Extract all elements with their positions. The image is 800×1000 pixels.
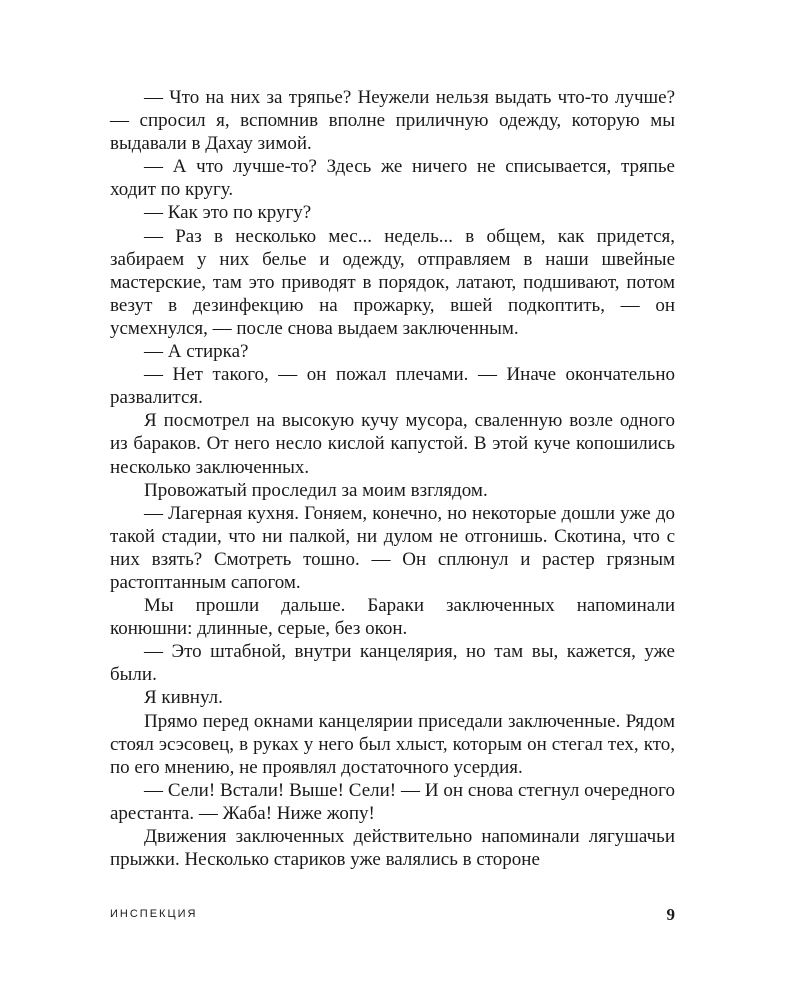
paragraph: — А стирка?: [144, 341, 249, 363]
paragraph: Движения заключенных действительно напоминали лягушачьи прыжки. Несколько стариков уже валялись в стороне: [110, 826, 675, 871]
paragraph: Я кивнул.: [144, 687, 223, 709]
running-footer-title: ИНСПЕКЦИЯ: [110, 908, 198, 920]
paragraph: Провожатый проследил за моим взглядом.: [144, 479, 488, 501]
paragraph: Я посмотрел на высокую кучу мусора, сваленную возле одного из бараков. От него несло кислой капустой. В этой куче копошились несколько заключенных.: [110, 410, 675, 478]
paragraph: — Что на них за тряпье? Неужели нельзя выдать что-то лучше? — спросил я, вспомнив вполне приличную одежду, которую мы выдавали в Дахау зимой.: [110, 87, 675, 155]
paragraph: — А что лучше-то? Здесь же ничего не списывается, тряпье ходит по кругу.: [110, 156, 675, 201]
paragraph: Мы прошли дальше. Бараки заключенных напоминали конюшни: длинные, серые, без окон.: [110, 595, 675, 640]
text-body: [110, 86, 675, 871]
paragraph: — Нет такого, — он пожал плечами. — Иначе окончательно развалится.: [110, 364, 675, 409]
page-number: 9: [666, 905, 675, 924]
paragraph: — Лагерная кухня. Гоняем, конечно, но некоторые дошли уже до такой стадии, что ни палкой, ни дулом не отгонишь. Скотина, что с них взять? Смотреть тошно. — Он сплюнул и растер грязным растоптанным сапогом.: [110, 502, 675, 593]
paragraph: — Как это по кругу?: [144, 202, 312, 224]
paragraph: Прямо перед окнами канцелярии приседали заключенные. Рядом стоял эсэсовец, в руках у него был хлыст, которым он стегал тех, кто, по его мнению, не проявлял достаточного усердия.: [110, 710, 675, 778]
paragraph: — Сели! Встали! Выше! Сели! — И он снова стегнул очередного арестанта. — Жаба! Ниже жопу!: [110, 779, 675, 824]
paragraph: — Это штабной, внутри канцелярия, но там вы, кажется, уже были.: [110, 641, 675, 686]
paragraph: — Раз в несколько мес... недель... в общем, как придется, забираем у них белье и одежду, отправляем в наши швейные мастерские, там это приводят в порядок, латают, подшивают, потом везут в дезинфекцию на прожарку, вшей подкоптить, — он усмехнулся, — после снова выдаем заключенным.: [110, 225, 675, 339]
